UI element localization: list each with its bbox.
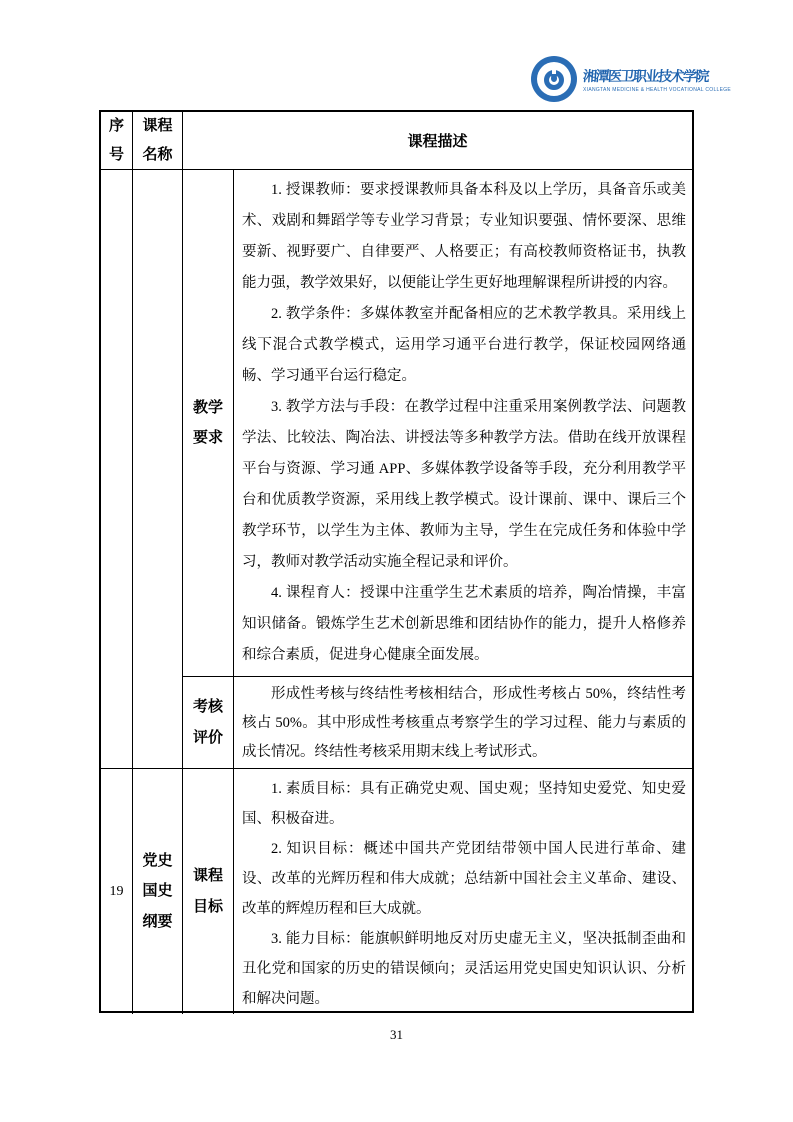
course-objectives-content: [234, 769, 692, 1014]
course-name-party-history: 党史 国史 纲要: [133, 769, 183, 1014]
section-label-course-objectives: 课程 目标: [183, 769, 234, 1014]
header-course-description: 课程描述: [183, 112, 692, 170]
header-course-line1: 课程: [142, 118, 173, 134]
header-seq-line1: 序: [108, 118, 124, 134]
paragraph: 1. 素质目标：具有正确党史观、国史观；坚持知史爱党、知史爱国、积极奋进。: [242, 781, 686, 827]
header-course-line2: 名称: [142, 146, 173, 163]
page-number: 31: [390, 1027, 403, 1042]
paragraph: 1. 授课教师：要求授课教师具备本科及以上学历，具备音乐或美术、戏剧和舞蹈学等专业学习背景；专业知识要强、情怀要深、思维要新、视野要广、自律要严、人格要正；有高校教师资格证书，执教能力强，教学效果好，以便能让学生更好地理解课程所讲授的内容。: [242, 182, 686, 291]
paragraph: 3. 能力目标：能旗帜鲜明地反对历史虚无主义，坚决抵制歪曲和丑化党和国家的历史的错误倾向；灵活运用党史国史知识认识、分析和解决问题。: [242, 931, 686, 1007]
college-logo-text: [583, 66, 731, 93]
college-logo: [531, 56, 731, 102]
header-course-name: [133, 112, 183, 170]
section-label-teaching-requirements: 教学 要求: [183, 170, 234, 677]
header-seq: [101, 112, 133, 170]
paragraph: 形成性考核与终结性考核相结合，形成性考核占 50%，终结性考核占 50%。其中形成性考核重点考察学生的学习过程、能力与素质的成长情况。终结性考核采用期末线上考试形式。: [242, 686, 686, 760]
paragraph: 2. 知识目标：概述中国共产党团结带领中国人民进行革命、建设、改革的光辉历程和伟大成就；总结新中国社会主义革命、建设、改革的辉煌历程和巨大成就。: [242, 841, 686, 917]
section-label-assessment-evaluation: 考核 评价: [183, 677, 234, 769]
seq-cell-empty: [101, 170, 133, 769]
college-name-en: XIANGTAN MEDICINE & HEALTH VOCATIONAL COLLEGE: [583, 86, 732, 93]
header-seq-line2: 号: [108, 146, 124, 163]
paragraph: 3. 教学方法与手段：在教学过程中注重采用案例教学法、问题教学法、比较法、陶冶法、讲授法等多种教学方法。借助在线开放课程平台与资源、学习通 APP、多媒体教学设备等手段，充分利用教学平台和优质教学资源，采用线上教学模式。设计课前、课中、课后三个教学环节，以学生为主体、教师为主导，学生在完成任务和体验中学习，教师对教学活动实施全程记录和评价。: [242, 399, 686, 570]
seq-cell-19: 19: [101, 769, 133, 1014]
course-name-cell-empty: [133, 170, 183, 769]
college-emblem-icon: [531, 56, 577, 102]
teaching-requirements-content: [234, 170, 692, 677]
assessment-evaluation-content: [234, 677, 692, 769]
paragraph: 4. 课程育人：授课中注重学生艺术素质的培养，陶冶情操，丰富知识储备。锻炼学生艺术创新思维和团结协作的能力，提升人格修养和综合素质，促进身心健康全面发展。: [242, 585, 686, 663]
college-name-zh: 湘潭医卫职业技术学院: [582, 69, 709, 85]
paragraph: 2. 教学条件：多媒体教室并配备相应的艺术教学教具。采用线上线下混合式教学模式，运用学习通平台进行教学，保证校园网络通畅、学习通平台运行稳定。: [242, 306, 686, 384]
course-description-table: [99, 110, 694, 1013]
